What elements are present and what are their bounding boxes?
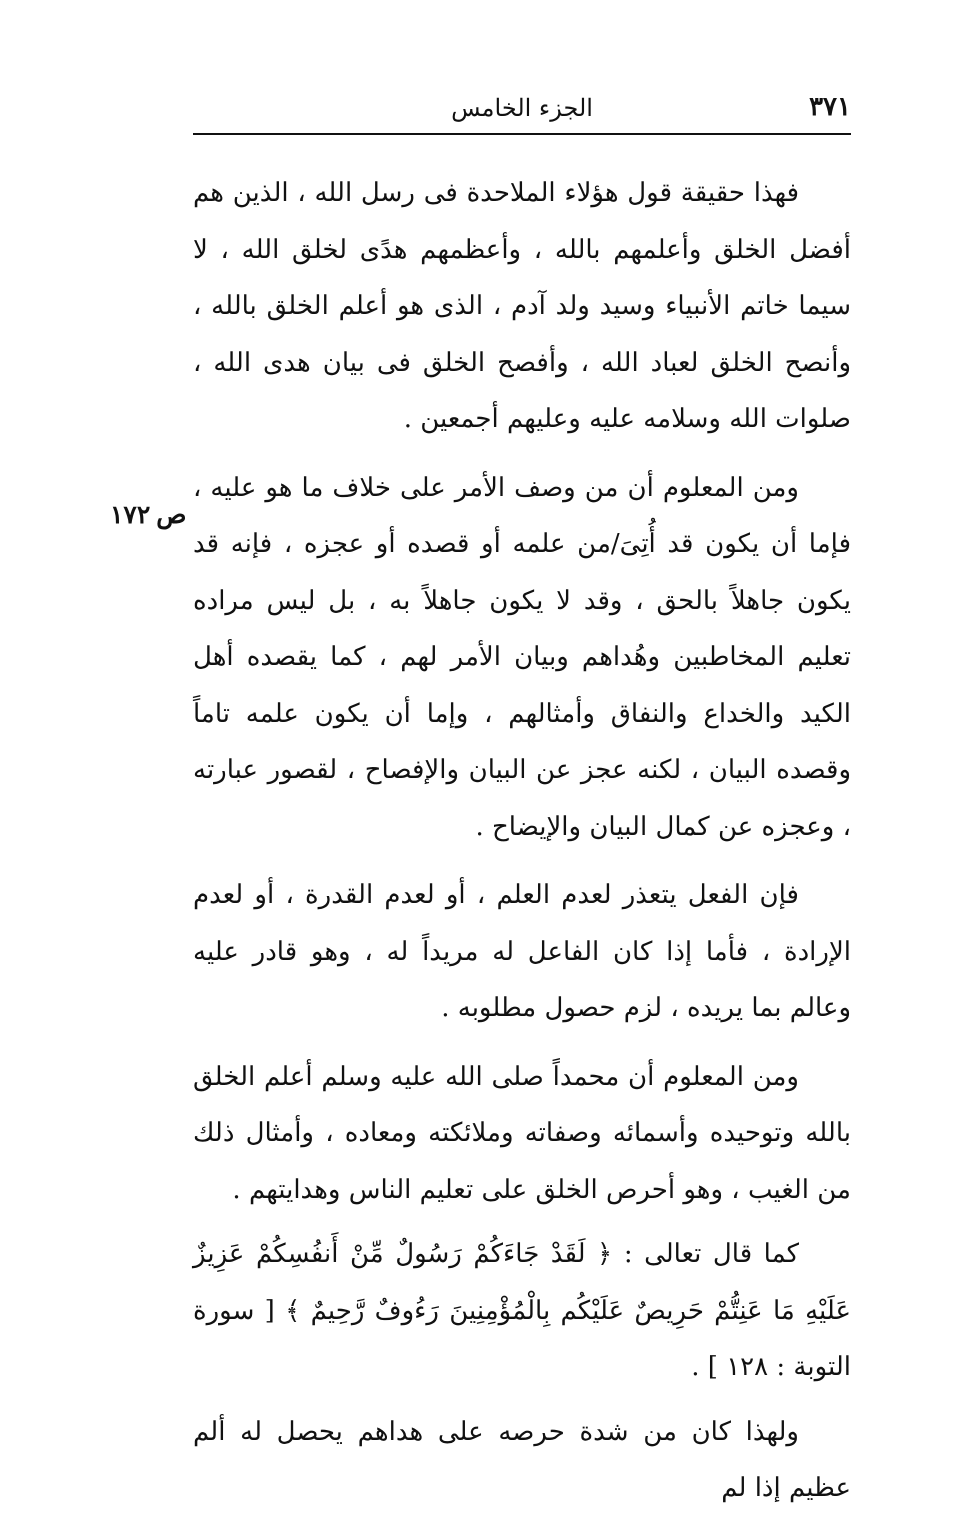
paragraph-2: ومن المعلوم أن من وصف الأمر على خلاف ما هو عليه ، فإما أن يكون قد أُتِىَ/من علمه أو قصده أو عجزه ، فإنه قد يكون جاهلاً بالحق ، وقد لا يكون جاهلاً به ، بل ليس مراده تعليم المخاطبين وهُداهم وبيان الأمر لهم ، كما يقصده أهل الكيد والخداع والنفاق وأمثالهم ، وإما أن يكون علمه تاماً وقصده البيان ، لكنه عجز عن البيان والإفصاح ، لقصور عبارته ، وعجزه عن كمال البيان والإيضاح . xyxy=(193,472,851,842)
margin-page-label: ص xyxy=(156,500,187,529)
quote-intro: كما قال تعالى : xyxy=(623,1239,800,1269)
paragraph-last: ولهذا كان من شدة حرصه على هداهم يحصل له ألم عظيم إذا لم xyxy=(193,1416,851,1503)
paragraph-4: ومن المعلوم أن محمداً صلى الله عليه وسلم أعلم الخلق بالله وتوحيده وأسمائه وصفاته وملائكته ومعاده ، وأمثال ذلك من الغيب ، وهو أحرص الخلق على تعليم الناس وهدايتهم . xyxy=(193,1061,851,1205)
page-number: ٣٧١ xyxy=(809,92,851,122)
paragraph-1: فهذا حقيقة قول هؤلاء الملاحدة فى رسل الله ، الذين هم أفضل الخلق وأعلمهم بالله ، وأعظمهم هدًى لخلق الله ، لا سيما خاتم الأنبياء وسيد ولد آدم ، الذى هو أعلم الخلق بالله ، وأنصح الخلق لعباد الله ، وأفصح الخلق فى بيان هدى الله ، صلوات الله وسلامه عليه وعليهم أجمعين . xyxy=(193,178,851,434)
quran-verse: ﴿ لَقَدْ جَاءَكُمْ رَسُولٌ مِّنْ أَنفُسِكُمْ عَزِيزٌ عَلَيْهِ مَا عَنِتُّمْ حَرِيصٌ عَلَيْكُم بِالْمُؤْمِنِينَ رَءُوفٌ رَّحِيمٌ ﴾ xyxy=(193,1239,851,1326)
page-header xyxy=(193,88,851,132)
page-body xyxy=(193,165,851,1529)
paragraph-3: فإن الفعل يتعذر لعدم العلم ، أو لعدم القدرة ، أو لعدم الإرادة ، فأما إذا كان الفاعل له مريداً له ، وهو قادر عليه وعالم بما يريده ، لزم حصول مطلوبه . xyxy=(193,880,851,1023)
margin-page-reference xyxy=(104,500,194,529)
quran-quote-paragraph xyxy=(193,1226,851,1396)
running-title: الجزء الخامس xyxy=(451,94,593,122)
margin-page-number: ١٧٢ xyxy=(110,500,151,529)
header-rule xyxy=(193,133,851,135)
verse-citation: [ سورة التوبة : ١٢٨ ] . xyxy=(193,1295,851,1382)
